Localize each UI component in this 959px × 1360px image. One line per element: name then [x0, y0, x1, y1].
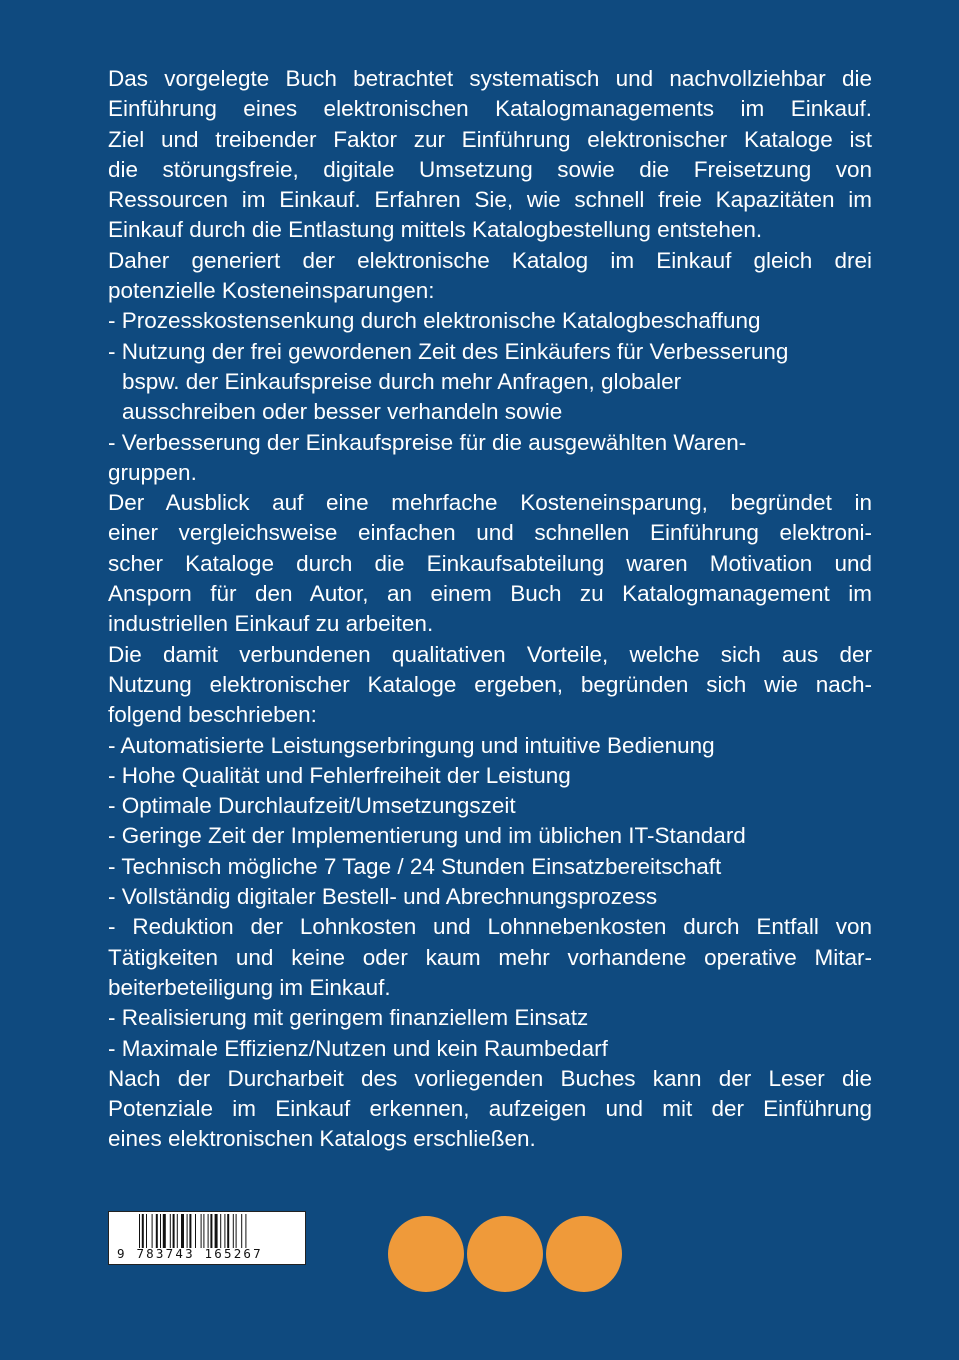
list-item-continuation: Tätigkeiten und keine oder kaum mehr vorhandene operative Mitar- [108, 944, 872, 970]
text-line: industriellen Einkauf zu arbeiten. [108, 611, 434, 637]
list-item: - Reduktion der Lohnkosten und Lohnnebenkosten durch Entfall von [108, 914, 872, 940]
orange-circle-left [388, 1216, 464, 1292]
barcode-bar [177, 1214, 178, 1248]
text-line: Ressourcen im Einkauf. Erfahren Sie, wie schnell freie Kapazitäten im [108, 187, 872, 213]
barcode-bar [163, 1214, 166, 1248]
list-item: - Vollständig digitaler Bestell- und Abrechnungsprozess [108, 884, 658, 910]
barcode-bar [187, 1214, 188, 1248]
barcode-bar [146, 1214, 147, 1248]
list-item: - Nutzung der frei gewordenen Zeit des Einkäufers für Verbesserung [108, 338, 789, 364]
barcode-bar [142, 1214, 144, 1248]
list-item: - Maximale Effizienz/Nutzen und kein Raumbedarf [108, 1035, 608, 1061]
barcode-bar [181, 1214, 184, 1248]
list-item: - Prozesskostensenkung durch elektronische Katalogbeschaffung [108, 308, 761, 334]
text-line: Der Ausblick auf eine mehrfache Kosteneinsparung, begründet in [108, 490, 872, 516]
list-item: - Verbesserung der Einkaufspreise für die ausgewählten Waren- [108, 429, 747, 455]
back-cover-blurb [108, 64, 872, 1155]
barcode-bar [245, 1214, 246, 1248]
list-item-continuation: bspw. der Einkaufspreise durch mehr Anfragen, globaler [122, 368, 682, 394]
text-line: folgend beschrieben: [108, 702, 317, 728]
text-line: eines elektronischen Katalogs erschließen. [108, 1126, 536, 1152]
barcode-bar [208, 1214, 209, 1248]
barcode-digits: 9 783743 165267 [117, 1246, 263, 1261]
text-line: Nutzung elektronischer Kataloge ergeben, begründen sich wie nach- [108, 671, 872, 697]
text-line: Ansporn für den Autor, an einem Buch zu Katalogmanagement im [108, 581, 872, 607]
list-item: - Technisch mögliche 7 Tage / 24 Stunden Einsatzbereitschaft [108, 853, 722, 879]
barcode-bar [201, 1214, 202, 1248]
text-line: Ziel und treibender Faktor zur Einführung elektronischer Kataloge ist [108, 126, 872, 152]
text-line: Potenziale im Einkauf erkennen, aufzeigen und mit der Einführung [108, 1096, 872, 1122]
barcode-bar [139, 1214, 140, 1248]
list-item: - Realisierung mit geringem finanziellem Einsatz [108, 1005, 589, 1031]
barcode-bar [195, 1214, 196, 1248]
orange-circle-middle [467, 1216, 543, 1292]
barcode-bar [203, 1214, 204, 1248]
text-line: Nach der Durcharbeit des vorliegenden Buches kann der Leser die [108, 1065, 872, 1091]
text-line: die störungsfreie, digitale Umsetzung sowie die Freisetzung von [108, 156, 872, 182]
barcode-bar [224, 1214, 225, 1248]
barcode-bar [233, 1214, 234, 1248]
text-line: Das vorgelegte Buch betrachtet systematisch und nachvollziehbar die [108, 66, 872, 91]
barcode-bar [227, 1214, 229, 1248]
list-item: - Geringe Zeit der Implementierung und im üblichen IT-Standard [108, 823, 746, 849]
barcode-bar [160, 1214, 161, 1248]
text-line: scher Kataloge durch die Einkaufsabteilung waren Motivation und [108, 550, 872, 576]
text-line: potenzielle Kosteneinsparungen: [108, 278, 435, 304]
barcode-bar [173, 1214, 175, 1248]
barcode-bar [170, 1214, 171, 1248]
barcode-bar [152, 1214, 153, 1248]
text-line: einer vergleichsweise einfachen und schnellen Einführung elektroni- [108, 520, 872, 546]
barcode-bar [236, 1214, 237, 1248]
list-item-continuation: beiterbeteiligung im Einkauf. [108, 974, 391, 1000]
list-item: - Hohe Qualität und Fehlerfreiheit der Leistung [108, 762, 571, 788]
isbn-barcode [108, 1211, 306, 1265]
text-line: Einkauf durch die Entlastung mittels Katalogbestellung entstehen. [108, 217, 763, 243]
list-item: - Automatisierte Leistungserbringung und intuitive Bedienung [108, 732, 715, 758]
text-line: Die damit verbundenen qualitativen Vorteile, welche sich aus der [108, 641, 872, 667]
barcode-bar [210, 1214, 212, 1248]
barcode-bars [139, 1214, 289, 1248]
orange-circle-right [546, 1216, 622, 1292]
list-item: - Optimale Durchlaufzeit/Umsetzungszeit [108, 793, 516, 819]
list-item-continuation: gruppen. [108, 459, 197, 485]
list-item-continuation: ausschreiben oder besser verhandeln sowie [122, 399, 563, 425]
barcode-bar [215, 1214, 218, 1248]
barcode-bar [189, 1214, 191, 1248]
barcode-bar [220, 1214, 221, 1248]
barcode-bar [156, 1214, 158, 1248]
text-line: Daher generiert der elektronische Katalog im Einkauf gleich drei [108, 247, 872, 273]
text-line: Einführung eines elektronischen Katalogmanagements im Einkauf. [108, 96, 872, 122]
barcode-bar [241, 1214, 242, 1248]
